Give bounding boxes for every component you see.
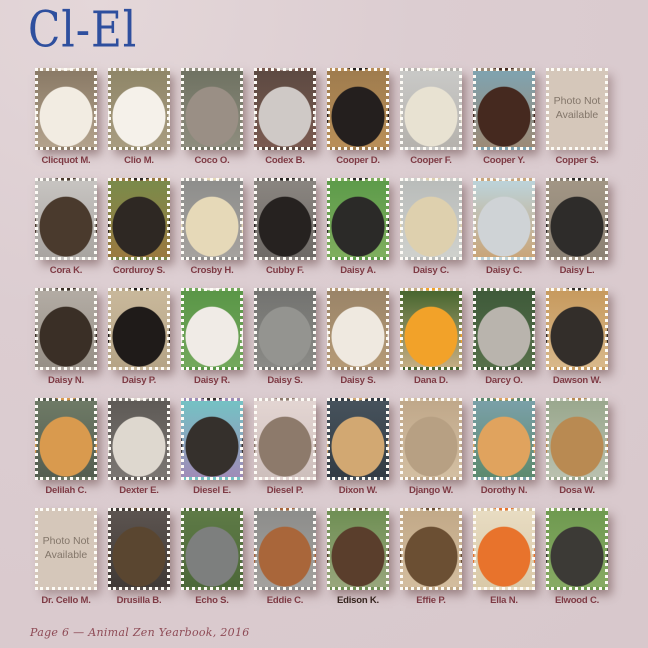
pet-name-label: Daisy C.	[486, 265, 522, 276]
pet-photo	[181, 288, 243, 370]
pet-card	[473, 68, 535, 165]
pet-card	[400, 68, 462, 165]
pet-card	[35, 508, 97, 605]
pet-card	[254, 288, 316, 385]
pet-name-label: Cubby F.	[266, 265, 304, 276]
photo-not-available-text: Photo Not Available	[42, 535, 90, 561]
pet-name-label: Daisy L.	[559, 265, 595, 276]
pet-name-label: Diesel P.	[266, 485, 304, 496]
pet-name-label: Ella N.	[490, 595, 518, 606]
pet-card	[35, 288, 97, 385]
pet-card	[327, 398, 389, 495]
pet-name-label: Daisy S.	[340, 375, 376, 386]
pet-photo	[473, 178, 535, 260]
page-footer: Page 6 — Animal Zen Yearbook, 2016	[30, 626, 250, 639]
pet-photo	[546, 178, 608, 260]
pet-name-label: Daisy S.	[267, 375, 303, 386]
page-title: Cl-El	[28, 0, 138, 59]
pet-photo	[254, 398, 316, 480]
pet-name-label: Edison K.	[336, 595, 379, 606]
pet-card	[473, 178, 535, 275]
pet-card	[327, 68, 389, 165]
pet-photo	[473, 398, 535, 480]
pet-photo	[473, 508, 535, 590]
pet-name-label: Daisy A.	[340, 265, 376, 276]
pet-card	[327, 288, 389, 385]
pet-photo	[108, 68, 170, 150]
pet-card	[546, 288, 608, 385]
pet-name-label: Cooper F.	[410, 155, 452, 166]
photo-not-available-text: Photo Not Available	[553, 95, 601, 121]
pet-card	[546, 178, 608, 275]
pet-photo	[108, 288, 170, 370]
pet-name-label: Diesel E.	[193, 485, 231, 496]
pet-photo	[473, 68, 535, 150]
pet-photo	[327, 398, 389, 480]
pet-name-label: Cora K.	[49, 265, 83, 276]
pet-card	[108, 178, 170, 275]
pet-photo	[546, 398, 608, 480]
pet-name-label: Dana D.	[414, 375, 448, 386]
pet-photo	[400, 68, 462, 150]
pet-card	[473, 508, 535, 605]
pet-photo	[400, 178, 462, 260]
pet-name-label: Eddie C.	[266, 595, 304, 606]
pet-photo	[108, 398, 170, 480]
pet-card	[546, 68, 608, 165]
pet-name-label: Delilah C.	[45, 485, 87, 496]
pet-photo	[35, 178, 97, 260]
pet-card	[35, 178, 97, 275]
pet-card	[254, 508, 316, 605]
pet-photo	[327, 508, 389, 590]
pet-name-label: Django W.	[408, 485, 454, 496]
pet-name-label: Copper S.	[555, 155, 599, 166]
pet-name-label: Dr. Cello M.	[41, 595, 91, 606]
pet-photo	[254, 288, 316, 370]
pet-card	[108, 68, 170, 165]
pet-photo	[254, 508, 316, 590]
pet-card	[546, 508, 608, 605]
pet-name-label: Codex B.	[265, 155, 305, 166]
pet-name-label: Daisy C.	[413, 265, 449, 276]
pet-photo	[546, 508, 608, 590]
pet-grid	[35, 68, 613, 605]
pet-name-label: Daisy P.	[121, 375, 157, 386]
pet-name-label: Dawson W.	[552, 375, 602, 386]
pet-card	[400, 398, 462, 495]
pet-card	[108, 508, 170, 605]
pet-card	[327, 178, 389, 275]
pet-name-label: Clicquot M.	[41, 155, 91, 166]
pet-name-label: Darcy O.	[485, 375, 523, 386]
pet-photo	[473, 288, 535, 370]
pet-name-label: Echo S.	[195, 595, 229, 606]
pet-card	[181, 398, 243, 495]
pet-name-label: Cooper Y.	[483, 155, 525, 166]
pet-card	[181, 68, 243, 165]
pet-photo	[327, 178, 389, 260]
photo-not-available-placeholder	[35, 508, 97, 590]
pet-name-label: Effie P.	[416, 595, 446, 606]
pet-photo	[181, 178, 243, 260]
pet-name-label: Dorothy N.	[480, 485, 528, 496]
pet-card	[473, 398, 535, 495]
pet-card	[181, 178, 243, 275]
pet-card	[400, 508, 462, 605]
pet-name-label: Crosby H.	[190, 265, 234, 276]
pet-photo	[327, 68, 389, 150]
pet-photo	[400, 508, 462, 590]
pet-photo	[181, 398, 243, 480]
pet-name-label: Dosa W.	[559, 485, 595, 496]
pet-name-label: Daisy N.	[48, 375, 84, 386]
pet-name-label: Coco O.	[194, 155, 230, 166]
pet-photo	[108, 508, 170, 590]
pet-card	[108, 288, 170, 385]
pet-photo	[327, 288, 389, 370]
pet-name-label: Cooper D.	[336, 155, 380, 166]
pet-name-label: Dixon W.	[338, 485, 378, 496]
pet-card	[108, 398, 170, 495]
pet-card	[181, 288, 243, 385]
pet-photo	[35, 288, 97, 370]
pet-name-label: Drusilla B.	[116, 595, 162, 606]
pet-photo	[254, 68, 316, 150]
pet-card	[254, 178, 316, 275]
pet-name-label: Daisy R.	[194, 375, 230, 386]
pet-photo	[108, 178, 170, 260]
pet-card	[400, 288, 462, 385]
pet-card	[400, 178, 462, 275]
pet-card	[181, 508, 243, 605]
pet-photo	[400, 288, 462, 370]
pet-card	[546, 398, 608, 495]
pet-photo	[546, 288, 608, 370]
pet-photo	[181, 508, 243, 590]
pet-name-label: Clio M.	[124, 155, 154, 166]
pet-name-label: Elwood C.	[554, 595, 600, 606]
pet-name-label: Dexter E.	[119, 485, 159, 496]
pet-card	[35, 398, 97, 495]
pet-photo	[35, 68, 97, 150]
pet-photo	[181, 68, 243, 150]
pet-photo	[254, 178, 316, 260]
pet-photo	[35, 398, 97, 480]
pet-card	[254, 68, 316, 165]
pet-card	[35, 68, 97, 165]
pet-card	[254, 398, 316, 495]
pet-name-label: Corduroy S.	[112, 265, 166, 276]
pet-card	[327, 508, 389, 605]
pet-photo	[400, 398, 462, 480]
photo-not-available-placeholder	[546, 68, 608, 150]
pet-card	[473, 288, 535, 385]
